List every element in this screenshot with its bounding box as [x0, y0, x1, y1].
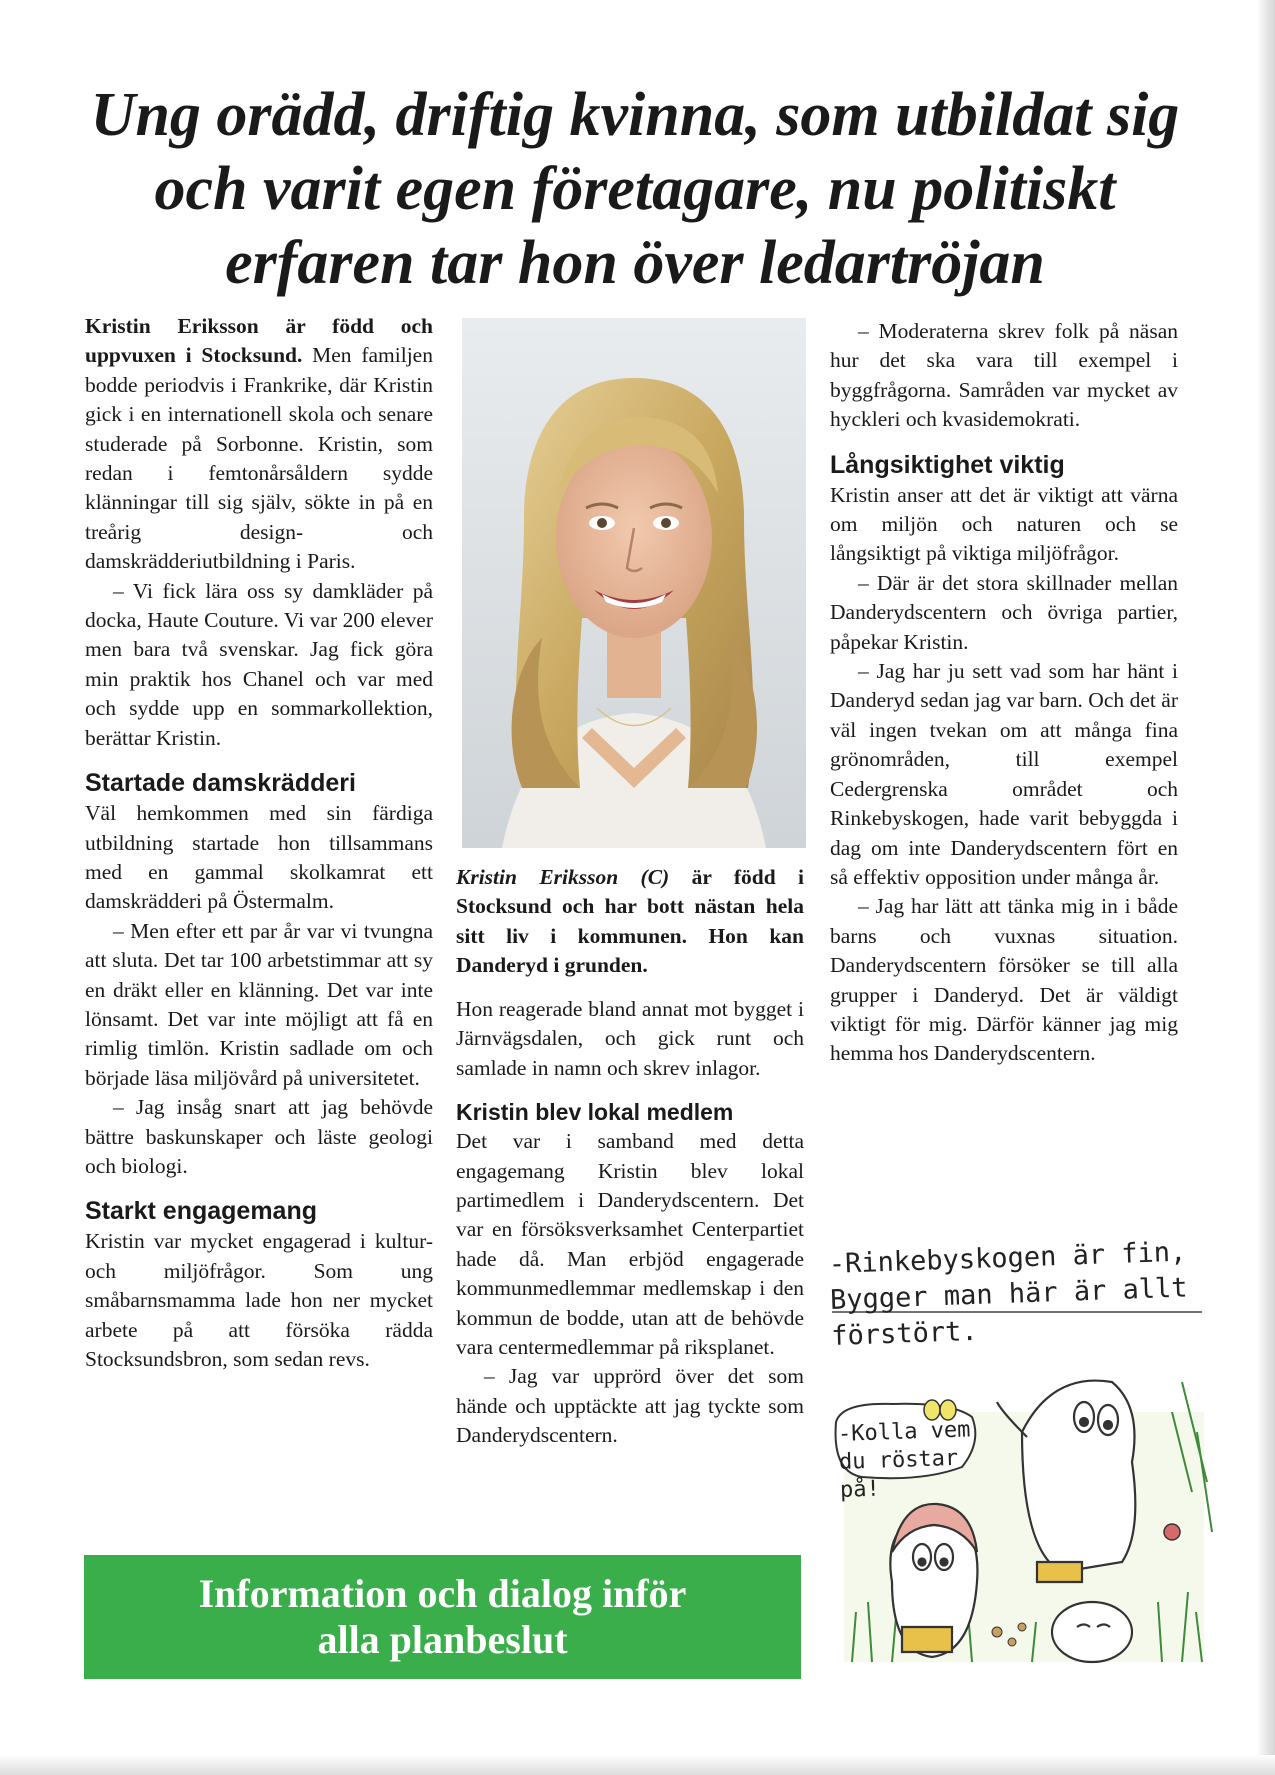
page-edge-shadow — [1257, 0, 1275, 1775]
banner-line-2: alla planbeslut — [317, 1617, 568, 1662]
paragraph: – Moderaterna skrev folk på näsan hur det ska vara till exempel i byggfrågorna. Samråden var mycket av hyckleri och kvasidemokrati. — [830, 319, 1178, 432]
paragraph: – Jag insåg snart att jag behövde bättre baskunskaper och läste geologi och biologi. — [85, 1095, 433, 1178]
caption-name: Kristin Eriksson (C) — [456, 865, 670, 889]
comic-bubble-line: -Kolla vem — [837, 1417, 971, 1447]
comic-quote-line: förstört. — [830, 1315, 979, 1352]
comic-bubble-line: du röstar på! — [838, 1445, 959, 1503]
article-column-1 — [85, 312, 433, 1374]
subheading-langsiktighet-viktig: Långsiktighet viktig — [830, 450, 1065, 479]
photo-caption — [456, 863, 804, 981]
paragraph: Hon reagerade bland annat mot bygget i Järnvägsdalen, och gick runt och samlade in namn och skrev inlagor. — [456, 997, 804, 1080]
lead-paragraph — [85, 312, 433, 577]
creature-with-hair — [890, 1504, 977, 1657]
comic-quote — [828, 1233, 1232, 1355]
comic-quote-line: Bygger man här är allt — [829, 1272, 1189, 1316]
page-bottom-shadow — [0, 1755, 1275, 1775]
paragraph: Kristin anser att det är viktigt att värna om miljön och naturen och se långsiktigt på viktiga miljöfrågor. — [830, 482, 1178, 566]
lead-rest: Men familjen bodde periodvis i Frankrike, där Kristin gick i en internationell skola och senare studerade på Sorbonne. Kristin, som redan i femtonårsåldern sydde klänningar till sig själv, sökte in på en treårig design- och damskrädderiutbildning i Paris. — [85, 343, 433, 574]
caption-text: är född i Stocksund och har bott nästan hela sitt liv i kommunen. Hon kan Danderyd i grunden. — [456, 865, 805, 978]
article-column-3 — [830, 317, 1178, 1069]
subheading-starkt-engagemang: Starkt engagemang — [85, 1197, 318, 1226]
info-banner — [84, 1555, 801, 1679]
paragraph: – Jag har ju sett vad som har hänt i Danderyd sedan jag var barn. Och det är väl ingen tvekan om att många fina grönområden, till exempel Cedergrenska området och Rinkebyskogen, hade varit bebyggda i dag om inte Danderydscentern fört en så effektiv opposition under många år. — [830, 659, 1178, 889]
paragraph: Det var i samband med detta engagemang Kristin blev lokal partimedlem i Danderydscentern. Det var en försöksverksamhet Centerpartiet hade då. Man erbjöd engagerade kommunmedlemmar medlemskap i den kommun de bodde, utan att de behövde vara centermedlemmar på riksplanet. — [456, 1129, 804, 1360]
headline: Ung orädd, driftig kvinna, som utbildat sig och varit egen företagare, nu politiskt erfaren tar hon över ledartröjan — [90, 81, 1180, 297]
portrait-illustration — [462, 318, 806, 848]
banner-line-1: Information och dialog inför — [198, 1571, 687, 1616]
paragraph: – Jag har lätt att tänka mig in i både barns och vuxnas situation. Danderydscentern försöker se till alla grupper i Danderyd. Det är väldigt viktigt för mig. Därför känner jag mig hemma hos Danderydscentern. — [830, 894, 1178, 1066]
comic-quote-line: -Rinkebyskogen är fin, — [828, 1236, 1187, 1280]
lead-bold: Kristin Eriksson är född och uppvuxen i Stocksund. — [85, 314, 433, 368]
subheading-kristin-blev-lokal-medlem: Kristin blev lokal medlem — [456, 1099, 734, 1126]
paragraph: – Men efter ett par år var vi tvungna att sluta. Det tar 100 arbetstimmar att sy en dräkt eller en klänning. Det var inte lönsamt. Det var inte möjligt att få en rimlig timlön. Kristin sadlade om och började läsa miljövård på universitetet. — [85, 918, 433, 1090]
paragraph: – Där är det stora skillnader mellan Danderydscentern och övriga partier, påpekar Kristin. — [830, 570, 1178, 654]
article-column-2 — [456, 995, 804, 1451]
comic-bubble-text — [838, 1415, 1011, 1505]
subheading-startade-damskradderi: Startade damskrädderi — [85, 769, 356, 798]
creature-sleeping — [1052, 1602, 1132, 1662]
paragraph: Kristin var mycket engagerad i kultur- och miljöfrågor. Som ung småbarnsmamma lade hon ner mycket arbete på att försöka rädda Stocksundsbron, som sedan revs. — [85, 1229, 433, 1371]
paragraph: Väl hemkommen med sin färdiga utbildning startade hon tillsammans med en gammal skolkamrat ett damskrädderi på Östermalm. — [85, 801, 433, 914]
paragraph: – Jag var upprörd över det som hände och upptäckte att jag tyckte som Danderydscentern. — [456, 1364, 804, 1448]
mushroom-icon — [1164, 1524, 1180, 1540]
paragraph: – Vi fick lära oss sy damkläder på docka, Haute Couture. Vi var 200 elever men bara två svenskar. Jag fick göra min praktik hos Chanel och var med och sydde upp en sommarkollektion, berättar Kristin. — [85, 578, 433, 750]
portrait-photo — [462, 318, 806, 848]
